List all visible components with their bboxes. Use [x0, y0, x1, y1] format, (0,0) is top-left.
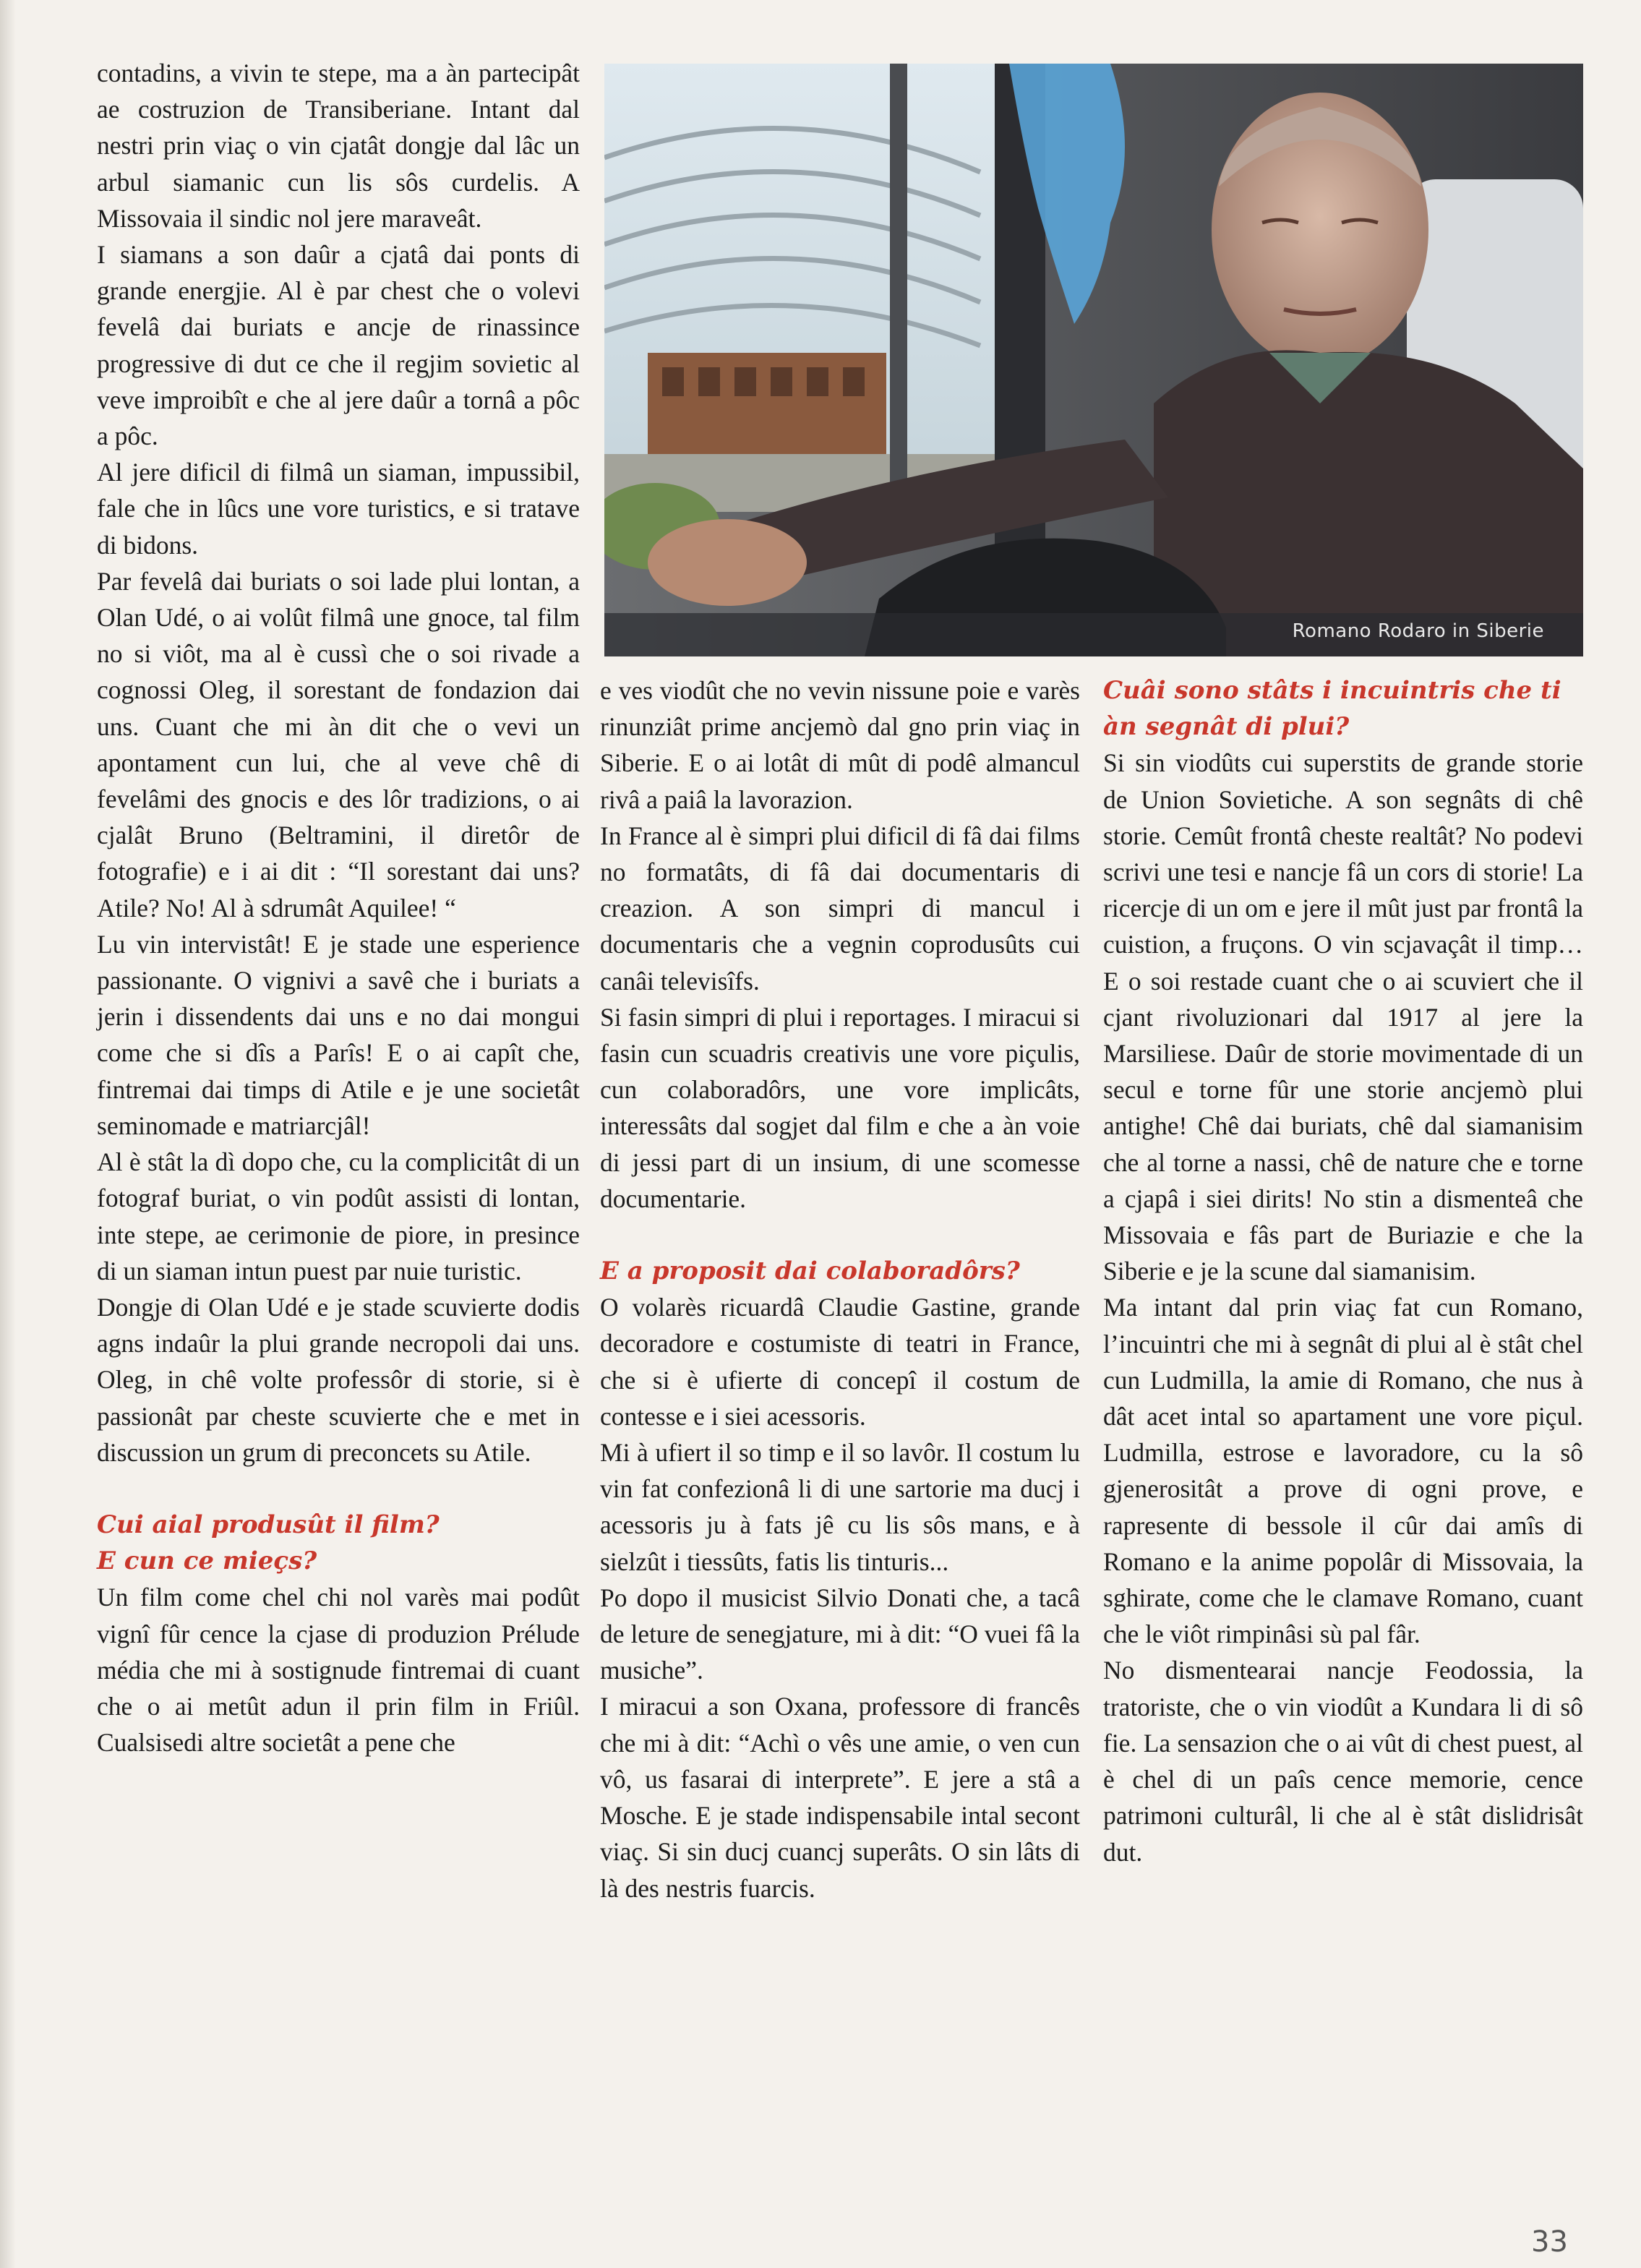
paragraph: Al jere dificil di filmâ un siaman, impussibil, fale che in lûcs une vore turistics, e si tratave di bidons.: [97, 458, 580, 560]
page-gutter-shadow: [0, 0, 16, 2268]
paragraph: Mi à ufiert il so timp e il so lavôr. Il costum lu vin fat confezionâ li di une sartorie ma ducj i acessoris ju à fats jê cu lis sôs mans, e à sielzût i tiessûts, fatis lis tinturis...: [600, 1438, 1080, 1576]
photo: [604, 64, 1583, 656]
paragraph: I siamans a son daûr a cjatâ dai ponts di grande energjie. Al è par chest che o volevi fevelâ dai buriats e ancje de rinassince progressive di dut ce che il regjim sovietic al veve improibît e che al jere daûr a tornâ a pôc a pôc.: [97, 240, 580, 451]
text-column-1: [97, 55, 580, 1760]
paragraph: Si fasin simpri di plui i reportages. I miracui si fasin cun scuadris creativis une vore piçulis, cun colaboradôrs, une vore implicâts, interessâts dal sogjet dal film e che a àn voie di jessi part di un insium, di une scomesse documentarie.: [600, 1002, 1080, 1213]
section-heading: E a proposit dai colaboradôrs?: [600, 1257, 1020, 1286]
text-column-3: [1103, 672, 1583, 1870]
paragraph: In France al è simpri plui dificil di fâ dai films no formatâts, di fâ dai documentaris di creazion. A son simpri di mancul i documentaris che a vegnin coprodusûts cui canâi televisîfs.: [600, 821, 1080, 996]
text-column-2: [600, 672, 1080, 1907]
paragraph: O volarès ricuardâ Claudie Gastine, grande decoradore e costumiste di teatri in France, che si è ufierte di concepî il costum de contesse e i siei acessoris.: [600, 1293, 1080, 1431]
paragraph: Si sin viodûts cui superstits de grande storie de Union Sovietiche. A son segnâts di chê storie. Cemût frontâ cheste realtât? No podevi scrivi une tesi e nancje fâ un cors di storie! La ricercje di un om e jere il mût just par frontâ la cuistion, a fruçons. O vin scjavaçât il timp… E o soi restade cuant che o ai scuviert che il cjant rivoluzionari dal 1917 al jere la Marsiliese. Daûr de storie movimentade di un secul e torne fûr une storie ancjemò plui antighe! Chê dai buriats, chê dal siamanisim che al torne a nassi, chê de nature che e torne a cjapâ i siei dirits! No stin a dismenteâ che Missovaia e fâs part de Buriazie e che la Siberie e je la scune dal siamanisim.: [1103, 748, 1583, 1286]
photo-caption: Romano Rodaro in Siberie: [1292, 620, 1544, 642]
paragraph: Al è stât la dì dopo che, cu la complicitât di un fotograf buriat, o vin podût assisti di lontan, inte stepe, ae cerimonie de piore, in presince di un siaman intun puest par nuie turistic.: [97, 1147, 580, 1285]
section-heading: [97, 1507, 580, 1579]
paragraph: e ves viodût che no vevin nissune poie e varès rinunziât prime ancjemò dal gno prin viaç in Siberie. E o ai lotât di mût di podê almancul rivâ a paiâ la lavorazion.: [600, 676, 1080, 814]
page-number: 33: [1531, 2225, 1568, 2259]
paragraph: No dismentearai nancje Feodossia, la tratoriste, che o vin viodût a Kundara li di sô fie. La sensazion che o ai vût di chest puest, al è chel di un paîs cence memorie, cence patrimoni culturâl, li che al è stât dislidrisât dut.: [1103, 1656, 1583, 1867]
paragraph: contadins, a vivin te stepe, ma a àn partecipât ae costruzion de Transiberiane. Intant dal nestri prin viaç o vin cjatât dongje dal lâc un arbul siamanic cun lis sôs curdelis. A Missovaia il sindic nol jere maraveât.: [97, 59, 580, 233]
paragraph: Par fevelâ dai buriats o soi lade plui lontan, a Olan Udé, o ai volût filmâ une gnoce, tal film no si viôt, ma al è cussì che o soi rivade a cognossi Oleg, il sorestant de fondazion dai uns. Cuant che mi àn dit che o vevi un apontament cun lui, che al veve chê di fevelâmi des gnocis e des lôr tradizions, o ai cjalât Bruno (Beltramini, il diretôr de fotografie) e i ai dit : “Il sorestant dai uns? Atile? No! Al à sdrumât Aquilee! “: [97, 566, 580, 923]
heading-line: E cun ce mieçs?: [97, 1546, 317, 1576]
paragraph: Ma intant dal prin viaç fat cun Romano, l’incuintri che mi à segnât di plui al è stât chel cun Ludmilla, la amie di Romano, che nus à dât acet intal so apartament une vore piçul. Ludmilla, estrose e lavoradore, cu la sô gjenerositât a prove di ogni prove, e rapresente di bessole il cûr dai amîs di Romano e la anime popolâr di Missovaia, la sghirate, come che le clamave Romano, cuant che le viôt rimpinâsi sù pal fâr.: [1103, 1293, 1583, 1649]
paragraph: Po dopo il musicist Silvio Donati che, a tacâ de leture de senegjature, mi à dit: “O vuei fâ la musiche”.: [600, 1583, 1080, 1685]
paragraph: Dongje di Olan Udé e je stade scuvierte dodis agns indaûr la plui grande necropoli dai uns. Oleg, in chê volte professôr di storie, si è passionât par cheste scuvierte che e met in discussion un grum di preconcets su Atile.: [97, 1292, 580, 1467]
paragraph: I miracui a son Oxana, professore di francês che mi à dit: “Achì o vês une amie, o ven cun vô, us fasarai di interprete”. E jere a stâ a Mosche. E je stade indispensabile intal secont viaç. Si sin ducj cuancj superâts. O sin lâts di là des nestris fuarcis.: [600, 1692, 1080, 1903]
paragraph: Un film come chel chi nol varès mai podût vignî fûr cence la cjase di produzion Prélude média che mi à sostignude fintremai di cuant che o ai metût adun il prin film in Friûl. Cualsisedi altre societât a pene che: [97, 1583, 580, 1758]
paragraph: Lu vin intervistât! E je stade une esperience passionante. O vignivi a savê che i buriats a jerin i dissendents dai uns e no dai mongui come che si dîs a Parîs! E o ai capît che, fintremai dai timps di Atile e je une societât seminomade e matriarcjâl!: [97, 929, 580, 1140]
photo-image: [604, 64, 1583, 656]
heading-line: Cui aial produsût il film?: [97, 1510, 440, 1539]
section-heading: Cuâi sono stâts i incuintris che ti àn segnât di plui?: [1103, 676, 1561, 742]
